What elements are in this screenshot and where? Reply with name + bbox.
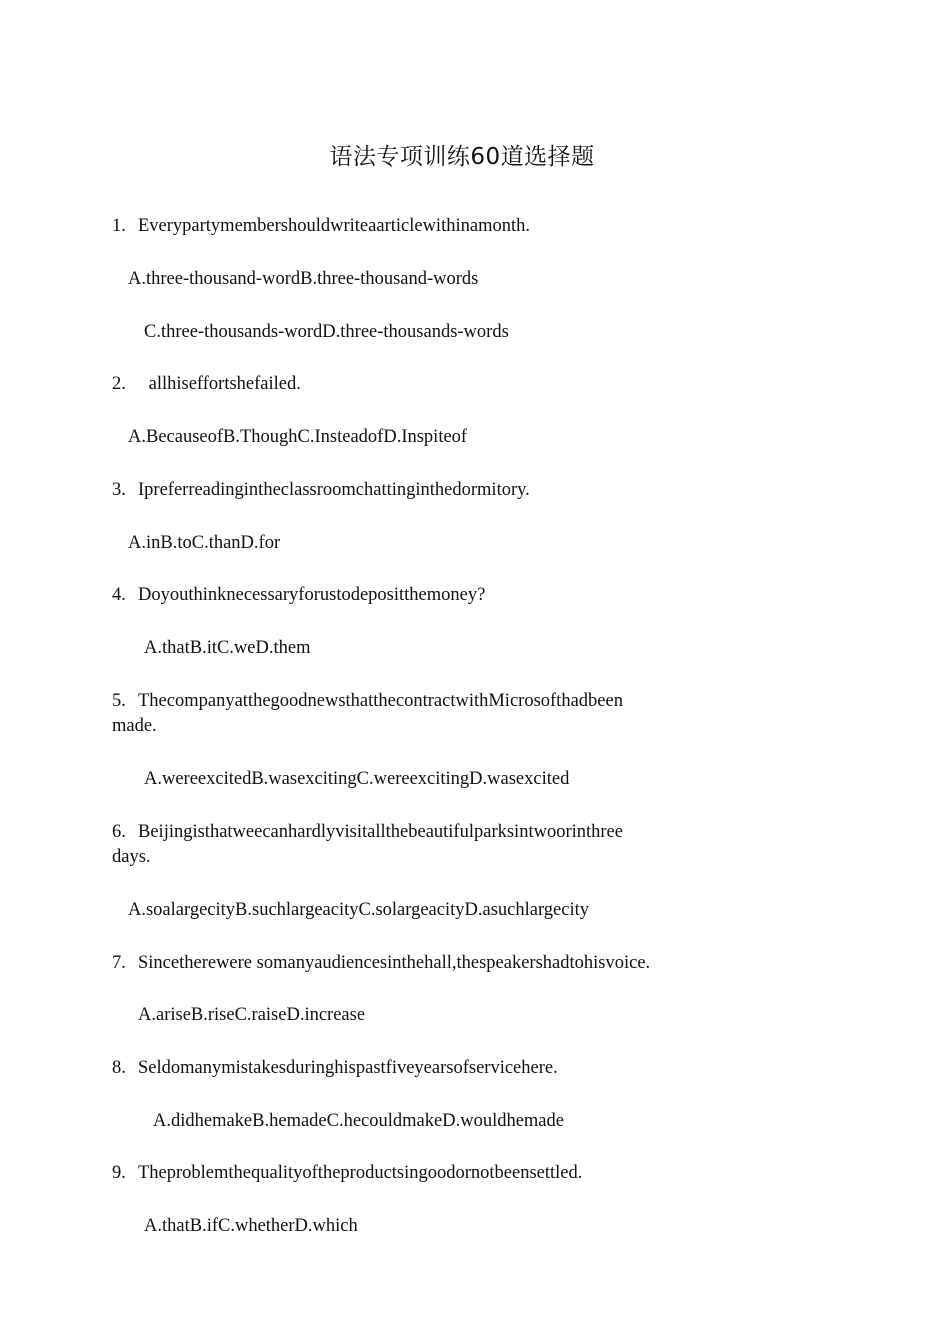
- question-text: Ipreferreadingintheclassroomchattinginthedormitory.: [138, 480, 530, 500]
- question-5: [112, 688, 623, 714]
- question-number: 1.: [112, 216, 126, 236]
- question-text: Everypartymembershouldwriteaarticlewithinamonth.: [138, 216, 530, 236]
- question-4: [112, 582, 485, 608]
- question-1-options-c-d: C.three-thousands-wordD.three-thousands-words: [144, 322, 509, 342]
- question-number: 5.: [112, 691, 126, 711]
- question-2: [112, 371, 301, 397]
- question-number: 2.: [112, 374, 126, 394]
- question-text: Theproblemthequalityoftheproductsingoodornotbeensettled.: [138, 1163, 583, 1183]
- question-text: Beijingisthatweecanhardlyvisitallthebeautifulparksintwoorinthree: [138, 822, 623, 842]
- question-6-options: A.soalargecityB.suchlargeacityC.solargeacityD.asuchlargecity: [128, 900, 589, 920]
- document-title: 语法专项训练60道选择题: [329, 144, 595, 170]
- question-number: 8.: [112, 1058, 126, 1078]
- question-text: Doyouthinknecessaryforustodepositthemoney?: [138, 585, 486, 605]
- question-7-options: A.ariseB.riseC.raiseD.increase: [138, 1005, 366, 1025]
- question-text: Seldomanymistakesduringhispastfiveyearsofservicehere.: [138, 1058, 558, 1078]
- question-number: 4.: [112, 585, 126, 605]
- question-8-options: A.didhemakeB.hemadeC.hecouldmakeD.wouldhemade: [153, 1111, 564, 1131]
- question-6-continuation: days.: [112, 847, 151, 867]
- question-number: 9.: [112, 1163, 126, 1183]
- question-8: [112, 1055, 558, 1081]
- question-4-options: A.thatB.itC.weD.them: [144, 638, 311, 658]
- question-9: [112, 1160, 582, 1186]
- question-number: 7.: [112, 953, 126, 973]
- question-5-options: A.wereexcitedB.wasexcitingC.wereexcitingD.wasexcited: [144, 769, 570, 789]
- question-3: [112, 477, 530, 503]
- question-2-options: A.BecauseofB.ThoughC.InsteadofD.Inspiteof: [128, 427, 468, 447]
- question-text: ThecompanyatthegoodnewsthatthecontractwithMicrosofthadbeen: [138, 691, 623, 711]
- question-9-options: A.thatB.ifC.whetherD.which: [144, 1216, 358, 1236]
- question-3-options: A.inB.toC.thanD.for: [128, 533, 281, 553]
- question-number: 3.: [112, 480, 126, 500]
- question-text: Sincetherewere somanyaudiencesinthehall,thespeakershadtohisvoice.: [138, 953, 651, 973]
- question-text: allhiseffortshefailed.: [144, 374, 301, 394]
- question-6: [112, 819, 623, 845]
- question-number: 6.: [112, 822, 126, 842]
- question-1-options-a-b: A.three-thousand-wordB.three-thousand-words: [128, 269, 479, 289]
- question-1: [112, 213, 530, 239]
- question-7: [112, 950, 650, 976]
- question-5-continuation: made.: [112, 716, 157, 736]
